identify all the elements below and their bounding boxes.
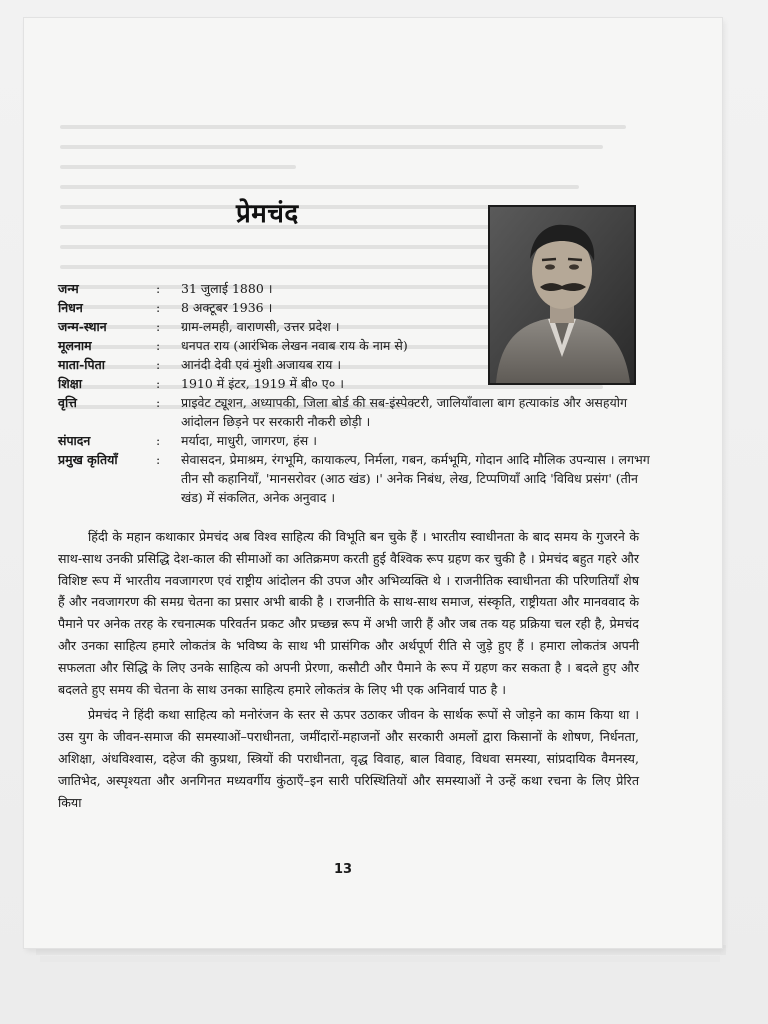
colon: : (156, 357, 161, 372)
biodata-label: शिक्षा (58, 376, 82, 391)
biodata-row-birthplace (58, 317, 658, 336)
biodata-row-editing (58, 431, 658, 450)
paragraph: प्रेमचंद ने हिंदी कथा साहित्य को मनोरंजन के स्तर से ऊपर उठाकर जीवन के सार्थक रूपों से जोड़ने का काम किया था । उस युग के जीवन-समाज की समस्याओं–पराधीनता, जमींदारों-महाजनों और सरकारी अमलों द्वारा किसानों के शोषण, निर्धनता, अशिक्षा, अंधविश्वास, दहेज की कुप्रथा, स्त्रियों की पराधीनता, वृद्ध विवाह, बाल विवाह, विधवा समस्या, सांप्रदायिक वैमनस्य, जातिभेद, अस्पृश्यता और अनगिनत मध्यवर्गीय कुंठाएँ–इन सारी परिस्थितियों और समस्याओं ने उन्हें कथा रचना के लिए प्रेरित किया (58, 707, 639, 810)
biodata-label: जन्म-स्थान (58, 319, 107, 334)
biodata-list (58, 279, 658, 507)
sheet-edge-lower (40, 956, 720, 962)
biodata-label: मूलनाम (58, 338, 92, 353)
biodata-label: निधन (58, 300, 83, 315)
biodata-row-major-works (58, 450, 658, 507)
colon: : (156, 395, 161, 410)
biodata-value: आनंदी देवी एवं मुंशी अजायब राय । (181, 357, 342, 372)
paragraph: हिंदी के महान कथाकार प्रेमचंद अब विश्व साहित्य की विभूति बन चुके हैं । भारतीय स्वाधीनता के बाद समय के गुजरने के साथ-साथ उनकी प्रसिद्धि देश-काल की सीमाओं का अतिक्रमण करती हुई वैश्विक रूप ग्रहण कर चुकी है । प्रेमचंद बहुत गहरे और विशिष्ट रूप में भारतीय नवजागरण एवं राष्ट्रीय आंदोलन की उपज और अभिव्यक्ति थे । राजनीतिक स्वाधीनता की परिणतियाँ शेष हैं और नवजागरण की समग्र चेतना का प्रसार अभी बाकी है । राजनीति के साथ-साथ समाज, संस्कृति, राष्ट्रीयता और मानववाद के पैमाने पर अनेक तरह के रचनात्मक परिवर्तन प्रकट और प्रच्छन्न रूप में अभी जारी हैं और जब तक यह प्रक्रिया चल रही है, प्रेमचंद और उनका साहित्य हमारे लोकतंत्र के भविष्य के साथ भी प्रासंगिक और अर्थपूर्ण रीति से जुड़े हुए हैं । हमारा लोकतंत्र अपनी सफलता और सिद्धि के लिए उनके साहित्य को अपनी प्रेरणा, कसौटी और पैमाने के रूप में ग्रहण कर सकता है । बदले हुए और बदलते हुए समय की चेतना के साथ उनका साहित्य हमारे लोकतंत्र के लिए भी एक अनिवार्य पाठ है । (58, 529, 639, 697)
biodata-row-parents (58, 355, 658, 374)
biodata-value: ग्राम-लमही, वाराणसी, उत्तर प्रदेश । (181, 319, 340, 334)
colon: : (156, 281, 161, 296)
biodata-value: सेवासदन, प्रेमाश्रम, रंगभूमि, कायाकल्प, निर्मला, गबन, कर्मभूमि, गोदान आदि मौलिक उपन्यास । लगभग तीन सौ कहानियाँ, 'मानसरोवर (आठ खंड) ।' अनेक निबंध, लेख, टिप्पणियाँ आदि 'विविध प्रसंग' (तीन खंड) में संकलित, अनेक अनुवाद । (181, 452, 650, 505)
biodata-label: माता-पिता (58, 357, 105, 372)
colon: : (156, 433, 161, 448)
biodata-value: मर्यादा, माधुरी, जागरण, हंस । (181, 433, 317, 448)
page-title: प्रेमचंद (236, 199, 299, 229)
biodata-row-education (58, 374, 658, 393)
colon: : (156, 300, 161, 315)
biodata-value: प्राइवेट ट्यूशन, अध्यापकी, जिला बोर्ड की सब-इंस्पेक्टरी, जालियाँवाला बाग हत्याकांड और असहयोग आंदोलन छिड़ने पर सरकारी नौकरी छोड़ी । (181, 395, 628, 429)
biodata-row-profession (58, 393, 658, 431)
body-text (58, 526, 639, 813)
biodata-value: 1910 में इंटर, 1919 में बी० ए० । (181, 376, 344, 391)
biodata-row-original-name (58, 336, 658, 355)
colon: : (156, 338, 161, 353)
biodata-label: प्रमुख कृतियाँ (58, 452, 118, 467)
biodata-label: वृत्ति (58, 395, 77, 410)
colon: : (156, 319, 161, 334)
biodata-label: संपादन (58, 433, 91, 448)
biodata-row-death (58, 298, 658, 317)
biodata-label: जन्म (58, 281, 79, 296)
colon: : (156, 452, 161, 467)
colon: : (156, 376, 161, 391)
biodata-row-birth (58, 279, 658, 298)
biodata-value: 31 जुलाई 1880 । (181, 281, 273, 296)
biodata-value: 8 अक्टूबर 1936 । (181, 300, 273, 315)
page-number: 13 (334, 862, 353, 877)
biodata-value: धनपत राय (आरंभिक लेखन नवाब राय के नाम से) (181, 338, 408, 353)
